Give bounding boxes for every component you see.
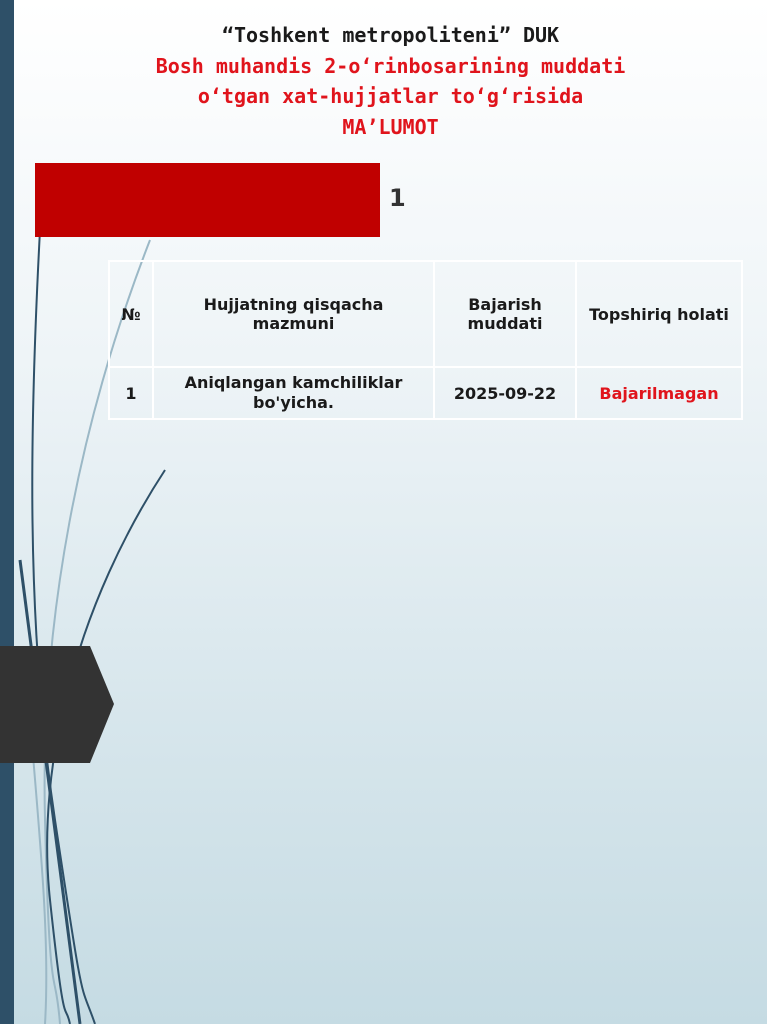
cell-status: Bajarilmagan — [576, 367, 742, 419]
header-deadline: Bajarish muddati — [434, 261, 576, 367]
arrow-tab-shape — [0, 646, 114, 763]
section-number: 1 — [389, 184, 406, 212]
header-description: Hujjatning qisqacha mazmuni — [153, 261, 434, 367]
red-label-box — [35, 163, 380, 237]
left-accent-bar — [0, 0, 14, 1024]
cell-deadline: 2025-09-22 — [434, 367, 576, 419]
title-block — [14, 20, 767, 142]
cell-description: Aniqlangan kamchiliklar bo'yicha. — [153, 367, 434, 419]
header-number: № — [109, 261, 153, 367]
org-title: “Toshkent metropoliteni” DUK — [221, 23, 560, 47]
header-status: Topshiriq holati — [576, 261, 742, 367]
subject-line-3: MA’LUMOT — [342, 114, 439, 139]
table-header-row — [109, 261, 742, 367]
documents-table — [108, 260, 743, 420]
subject-line-1: Bosh muhandis 2-o‘rinbosarining muddati — [155, 53, 626, 78]
table-row — [109, 367, 742, 419]
subject-line-2: o‘tgan xat-hujjatlar to‘g‘risida — [197, 84, 584, 108]
cell-number: 1 — [109, 367, 153, 419]
